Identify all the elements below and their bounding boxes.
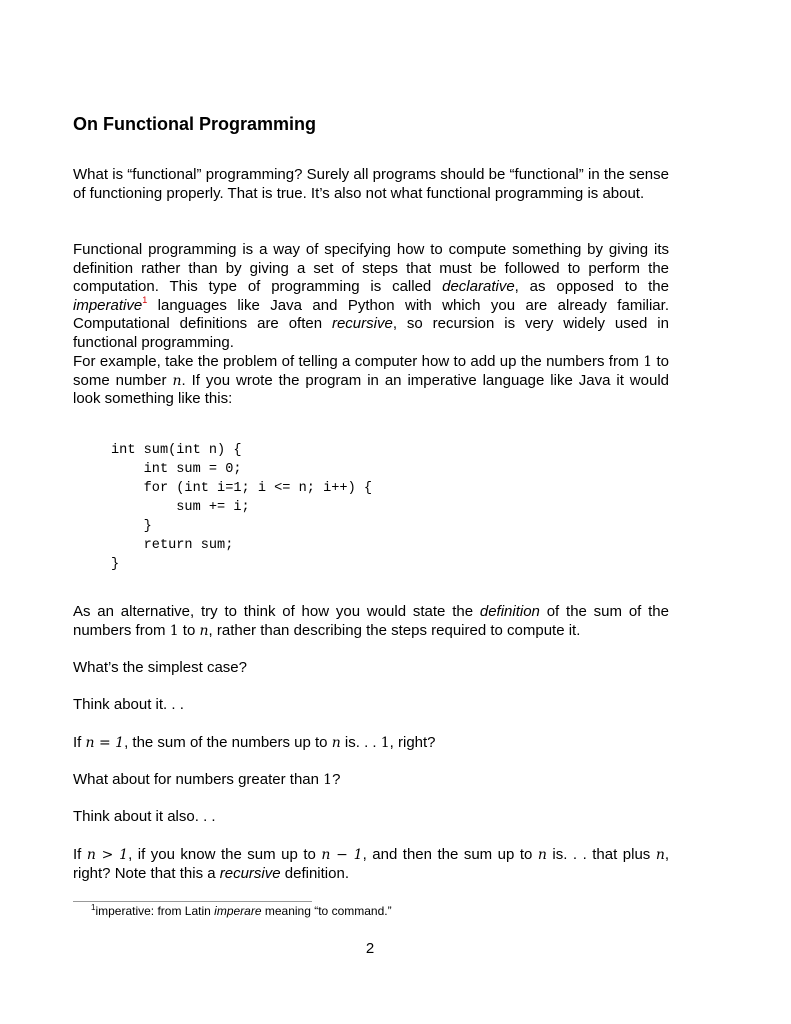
paragraph-base-case: If n = 1, the sum of the numbers up to n is. . . 1, right?: [73, 734, 436, 751]
term-definition: definition: [479, 603, 540, 620]
term-imperative: imperative: [73, 296, 143, 314]
footnote: $^1$imperative: from Latin imperare meaning “to command.”: [91, 903, 392, 918]
footnote-number: 1: [91, 903, 96, 912]
footnote-rule: [73, 901, 312, 902]
code-block-java-sum: int sum(int n) { int sum = 0; for (int i=1; i <= n; i++) { sum += i; } return sum; }: [111, 443, 373, 572]
paragraph-example: For example, take the problem of telling a computer how to add up the numbers from 1 to some number n. If you wrote the program in an imperative language like Java it would look something like this:: [73, 353, 669, 408]
paragraph-alternative: As an alternative, try to think of how you would state the definition of the sum of the numbers from 1 to n, rather than describing the steps required to compute it.: [73, 603, 669, 639]
page-number: 2: [365, 940, 375, 957]
term-declarative: declarative: [442, 278, 515, 296]
paragraph-definition: Functional programming is a way of specifying how to compute something by giving its definition rather than by giving a set of steps that must be followed to perform the computation. This type of programming is called declarative, as opposed to the imperative$^1$ languages like Java and Python with which you are already familiar. Computational definitions are often recursive, so recursion is very widely used in functional programming.: [73, 241, 669, 351]
paragraph-greater: What about for numbers greater than 1?: [73, 771, 341, 788]
term-recursive: recursive: [331, 315, 393, 333]
term-recursive-2: recursive: [219, 864, 281, 882]
paragraph-think: Think about it. . .: [73, 696, 184, 713]
footnote-marker[interactable]: 1: [142, 294, 148, 305]
paragraph-intro: What is “functional” programming? Surely all programs should be “functional” in the sense of functioning properly. That is true. It’s also not what functional programming is about.: [73, 166, 669, 202]
paragraph-recursive-case: If n > 1, if you know the sum up to n − 1, and then the sum up to n is. . . that plus n, right? Note that this a recursive definition.: [73, 846, 670, 882]
paragraph-think-also: Think about it also. . .: [73, 808, 216, 825]
paragraph-simplest-case: What’s the simplest case?: [73, 659, 247, 676]
section-title: On Functional Programming: [73, 114, 317, 134]
